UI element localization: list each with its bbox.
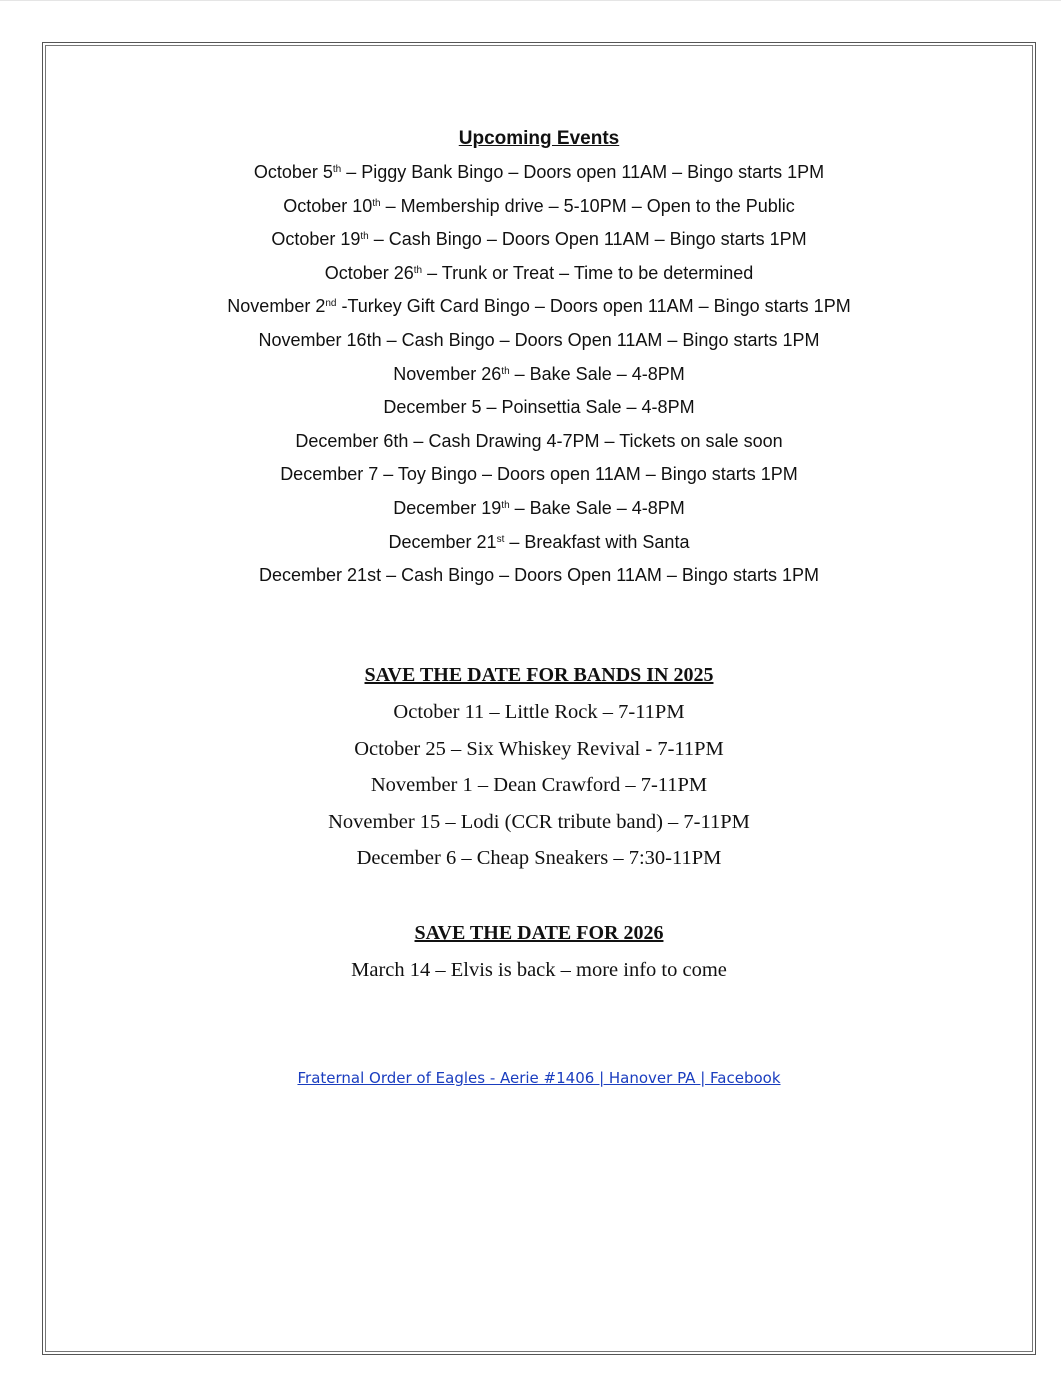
event-text: – Breakfast with Santa bbox=[504, 531, 690, 552]
ordinal-suffix: th bbox=[501, 499, 510, 511]
event-item bbox=[46, 193, 1032, 227]
event-item bbox=[46, 327, 1032, 361]
event-item bbox=[46, 293, 1032, 327]
event-text: December 19 bbox=[393, 497, 502, 518]
event-text: – Bake Sale – 4-8PM bbox=[509, 363, 685, 384]
event-text: – Trunk or Treat – Time to be determined bbox=[422, 262, 754, 283]
ordinal-suffix: th bbox=[332, 164, 342, 175]
event-item bbox=[46, 562, 1032, 596]
event-text: December 21st – Cash Bingo – Doors Open 11AM – Bingo starts 1PM bbox=[259, 565, 819, 586]
event-text: – Membership drive – 5-10PM – Open to the Public bbox=[380, 195, 795, 216]
event-item bbox=[46, 361, 1032, 395]
event-text: October 5 bbox=[253, 162, 333, 182]
event-item bbox=[46, 394, 1032, 428]
event-text: – Piggy Bank Bingo – Doors open 11AM – Bingo starts 1PM bbox=[341, 162, 825, 182]
upcoming-events-list bbox=[46, 159, 1032, 596]
event-item bbox=[46, 226, 1032, 260]
event-item bbox=[46, 159, 1032, 193]
event-text: – Bake Sale – 4-8PM bbox=[509, 497, 685, 518]
event-text: -Turkey Gift Card Bingo – Doors open 11AM – Bingo starts 1PM bbox=[336, 296, 851, 317]
event-text: November 26 bbox=[393, 363, 502, 384]
facebook-link[interactable]: Fraternal Order of Eagles - Aerie #1406 | Hanover PA | Facebook bbox=[297, 1069, 781, 1087]
event-text: – Cash Bingo – Doors Open 11AM – Bingo starts 1PM bbox=[368, 229, 807, 250]
top-divider bbox=[0, 0, 1061, 1]
event-text: October 26 bbox=[324, 262, 414, 283]
event-text: October 10 bbox=[283, 195, 373, 216]
ordinal-suffix: th bbox=[360, 231, 369, 243]
band-item: October 25 – Six Whiskey Revival - 7-11PM bbox=[354, 737, 724, 760]
bands-2025-heading: SAVE THE DATE FOR BANDS IN 2025 bbox=[364, 664, 714, 686]
band-item: November 15 – Lodi (CCR tribute band) – 7-11PM bbox=[328, 810, 750, 833]
bands-2025-list bbox=[46, 698, 1032, 881]
save-date-2026-heading: SAVE THE DATE FOR 2026 bbox=[414, 922, 664, 944]
ordinal-suffix: th bbox=[501, 365, 510, 377]
band-item: October 11 – Little Rock – 7-11PM bbox=[393, 701, 685, 723]
ordinal-suffix: nd bbox=[325, 298, 337, 310]
upcoming-events-heading: Upcoming Events bbox=[458, 128, 620, 149]
event-text: December 21 bbox=[388, 531, 497, 552]
event-text: December 6th – Cash Drawing 4-7PM – Tickets on sale soon bbox=[295, 430, 783, 451]
event-item bbox=[46, 428, 1032, 462]
event-text: December 7 – Toy Bingo – Doors open 11AM – Bingo starts 1PM bbox=[280, 464, 798, 485]
ordinal-suffix: st bbox=[496, 533, 505, 545]
event-text: November 16th – Cash Bingo – Doors Open 11AM – Bingo starts 1PM bbox=[258, 329, 820, 350]
save-date-2026-item: March 14 – Elvis is back – more info to come bbox=[351, 959, 727, 981]
event-text: October 19 bbox=[271, 229, 361, 250]
event-item bbox=[46, 495, 1032, 529]
band-item: November 1 – Dean Crawford – 7-11PM bbox=[370, 774, 708, 797]
event-item bbox=[46, 529, 1032, 563]
ordinal-suffix: th bbox=[413, 264, 423, 276]
event-item bbox=[46, 461, 1032, 495]
event-item bbox=[46, 260, 1032, 294]
ordinal-suffix: th bbox=[372, 197, 381, 209]
band-item: December 6 – Cheap Sneakers – 7:30-11PM bbox=[356, 847, 722, 870]
event-text: December 5 – Poinsettia Sale – 4-8PM bbox=[383, 397, 695, 418]
event-text: November 2 bbox=[227, 296, 326, 317]
